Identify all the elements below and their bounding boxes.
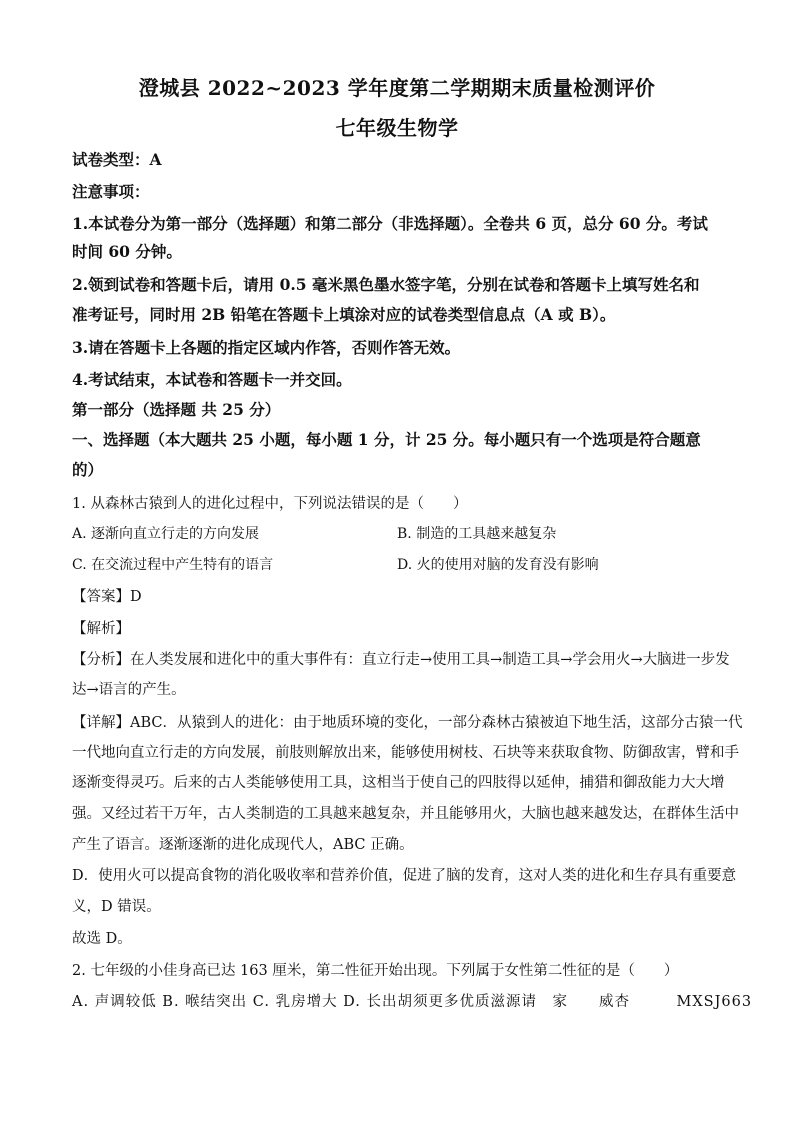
section-heading-line-1: 一、选择题（本大题共 25 小题，每小题 1 分，计 25 分。每小题只有一个选项是符合题意 [72, 430, 701, 449]
notice-item-2-line-2: 准考证号，同时用 2B 铅笔在答题卡上填涂对应的试卷类型信息点（A 或 B）。 [72, 305, 616, 324]
question-1-detail-line-2: 一代地向直立行走的方向发展，前肢则解放出来，能够使用树枝、石块等来获取食物、防御敌害，臂和手 [72, 745, 739, 761]
question-1-fenxi-line-1: 【分析】在人类发展和进化中的重大事件有：直立行走→使用工具→制造工具→学会用火→大脑进一步发 [72, 652, 730, 668]
question-1-detail-line-4: 强。又经过若干万年，古人类制造的工具越来越复杂，并且能够用火，大脑也越来越发达，在群体生活中 [72, 806, 739, 822]
question-1-analysis-tag: 【解析】 [72, 621, 130, 637]
question-1-detail-line-3: 逐渐变得灵巧。后来的古人类能够使用工具，这相当于使自己的四肢得以延伸，捕猎和御敌能力大大增 [72, 775, 725, 791]
section-heading-line-2: 的） [72, 460, 104, 479]
question-1-option-c: C. 在交流过程中产生特有的语言 [72, 557, 274, 573]
page-title: 澄城县 2022~2023 学年度第二学期期末质量检测评价 [138, 76, 656, 100]
notice-item-4: 4.考试结束，本试卷和答题卡一并交回。 [72, 370, 352, 389]
question-1-option-b: B. 制造的工具越来越复杂 [397, 526, 557, 542]
question-1-stem: 1. 从森林古猿到人的进化过程中，下列说法错误的是（ ） [72, 496, 468, 512]
question-1-answer: 【答案】D [72, 589, 142, 605]
question-1-detail-line-1: 【详解】ABC．从猿到人的进化：由于地质环境的变化，一部分森林古猿被迫下地生活，这部分古猿一代 [72, 715, 743, 731]
question-1-option-d: D. 火的使用对脑的发育没有影响 [397, 557, 599, 573]
question-1-conclusion: 故选 D。 [72, 931, 132, 947]
page-subtitle: 七年级生物学 [335, 116, 459, 140]
question-1-d-explain-line-1: D．使用火可以提高食物的消化吸收率和营养价值，促进了脑的发育，这对人类的进化和生存具有重要意 [72, 868, 737, 884]
notice-item-1-line-2: 时间 60 分钟。 [72, 242, 182, 261]
question-1-fenxi-line-2: 达→语言的产生。 [72, 682, 186, 698]
notice-item-1-line-1: 1.本试卷分为第一部分（选择题）和第二部分（非选择题）。全卷共 6 页，总分 60 分。考试 [72, 214, 708, 233]
question-1-option-a: A. 逐渐向直立行走的方向发展 [72, 526, 260, 542]
part-one-heading: 第一部分（选择题 共 25 分） [72, 400, 281, 419]
question-2-options: A. 声调较低 B. 喉结突出 C. 乳房增大 D. 长出胡须更多优质滋源请 家 威杏 MXSJ663 [72, 994, 753, 1010]
notice-item-2-line-1: 2.领到试卷和答题卡后，请用 0.5 毫米黑色墨水签字笔，分别在试卷和答题卡上填写姓名和 [72, 275, 700, 294]
question-1-d-explain-line-2: 义，D 错误。 [72, 899, 161, 915]
paper-type: 试卷类型：A [72, 150, 162, 169]
question-1-detail-line-5: 产生了语言。逐渐逐渐的进化成现代人，ABC 正确。 [72, 837, 414, 853]
notice-heading: 注意事项： [72, 182, 150, 201]
notice-item-3: 3.请在答题卡上各题的指定区域内作答，否则作答无效。 [72, 338, 461, 357]
question-2-stem: 2. 七年级的小佳身高已达 163 厘米，第二性征开始出现。下列属于女性第二性征的是（ ） [72, 963, 679, 979]
